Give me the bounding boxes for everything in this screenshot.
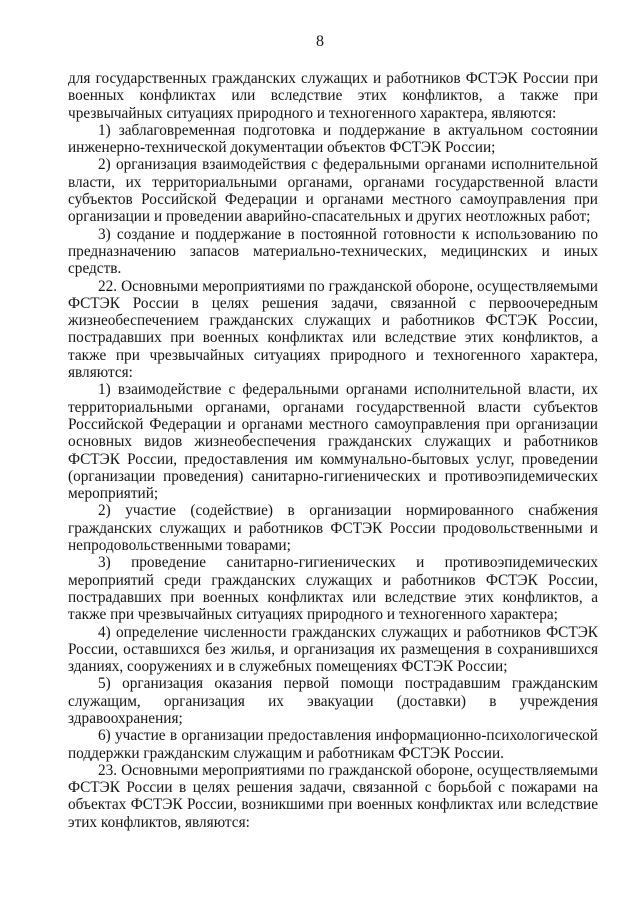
paragraph-item-22-4: 4) определение численности гражданских служащих и работников ФСТЭК России, оставшихся без жилья, и организация их размещения в сохранившихся зданиях, сооружениях и в служебных помещениях ФСТЭК России; xyxy=(68,623,598,676)
paragraph-item-21-3: 3) создание и поддержание в постоянной готовности к использованию по предназначению запасов материально-технических, медицинских и иных средств. xyxy=(68,225,598,278)
paragraph-item-22-6: 6) участие в организации предоставления информационно-психологической поддержки гражданским служащим и работникам ФСТЭК России. xyxy=(68,727,598,762)
paragraph-item-22-3: 3) проведение санитарно-гигиенических и противоэпидемических мероприятий среди гражданских служащих и работников ФСТЭК России, пострадавших при военных конфликтах или вследствие этих конфликтов, а также при чрезвычайных ситуациях природного и техногенного характера; xyxy=(68,554,598,624)
paragraph-item-22-1: 1) взаимодействие с федеральными органами исполнительной власти, их территориальными органами, органами государственной власти субъектов Российской Федерации и органами местного самоуправления при организации основных видов жизнеобеспечения гражданских служащих и работников ФСТЭК России, предоставления им коммунально-бытовых услуг, проведении (организации проведения) санитарно-гигиенических и противоэпидемических мероприятий; xyxy=(68,381,598,503)
paragraph-continuation: для государственных гражданских служащих и работников ФСТЭК России при военных конфликтах или вследствие этих конфликтов, а также при чрезвычайных ситуациях природного и техногенного характера, являются: xyxy=(68,70,598,122)
paragraph-item-22-5: 5) организация оказания первой помощи пострадавшим гражданским служащим, организация их эвакуации (доставки) в учреждения здравоохранения; xyxy=(68,675,598,727)
page-number: 8 xyxy=(316,33,324,50)
document-body xyxy=(68,70,598,831)
paragraph-clause-23: 23. Основными мероприятиями по гражданской обороне, осуществляемыми ФСТЭК России в целях решения задачи, связанной с борьбой с пожарами на объектах ФСТЭК России, возникшими при военных конфликтах или вследствие этих конфликтов, являются: xyxy=(68,761,598,831)
paragraph-item-21-2: 2) организация взаимодействия с федеральными органами исполнительной власти, их территориальными органами, органами государственной власти субъектов Российской Федерации и органами местного самоуправления при организации и проведении аварийно-спасательных и других неотложных работ; xyxy=(68,156,598,226)
paragraph-clause-22: 22. Основными мероприятиями по гражданской обороне, осуществляемыми ФСТЭК России в целях решения задачи, связанной с первоочередным жизнеобеспечением гражданских служащих и работников ФСТЭК России, пострадавших при военных конфликтах или вследствие этих конфликтов, а также при чрезвычайных ситуациях природного и техногенного характера, являются: xyxy=(68,277,598,382)
paragraph-item-21-1: 1) заблаговременная подготовка и поддержание в актуальном состоянии инженерно-технической документации объектов ФСТЭК России; xyxy=(68,121,598,157)
paragraph-item-22-2: 2) участие (содействие) в организации нормированного снабжения гражданских служащих и работников ФСТЭК России продовольственными и непродовольственными товарами; xyxy=(68,502,598,555)
